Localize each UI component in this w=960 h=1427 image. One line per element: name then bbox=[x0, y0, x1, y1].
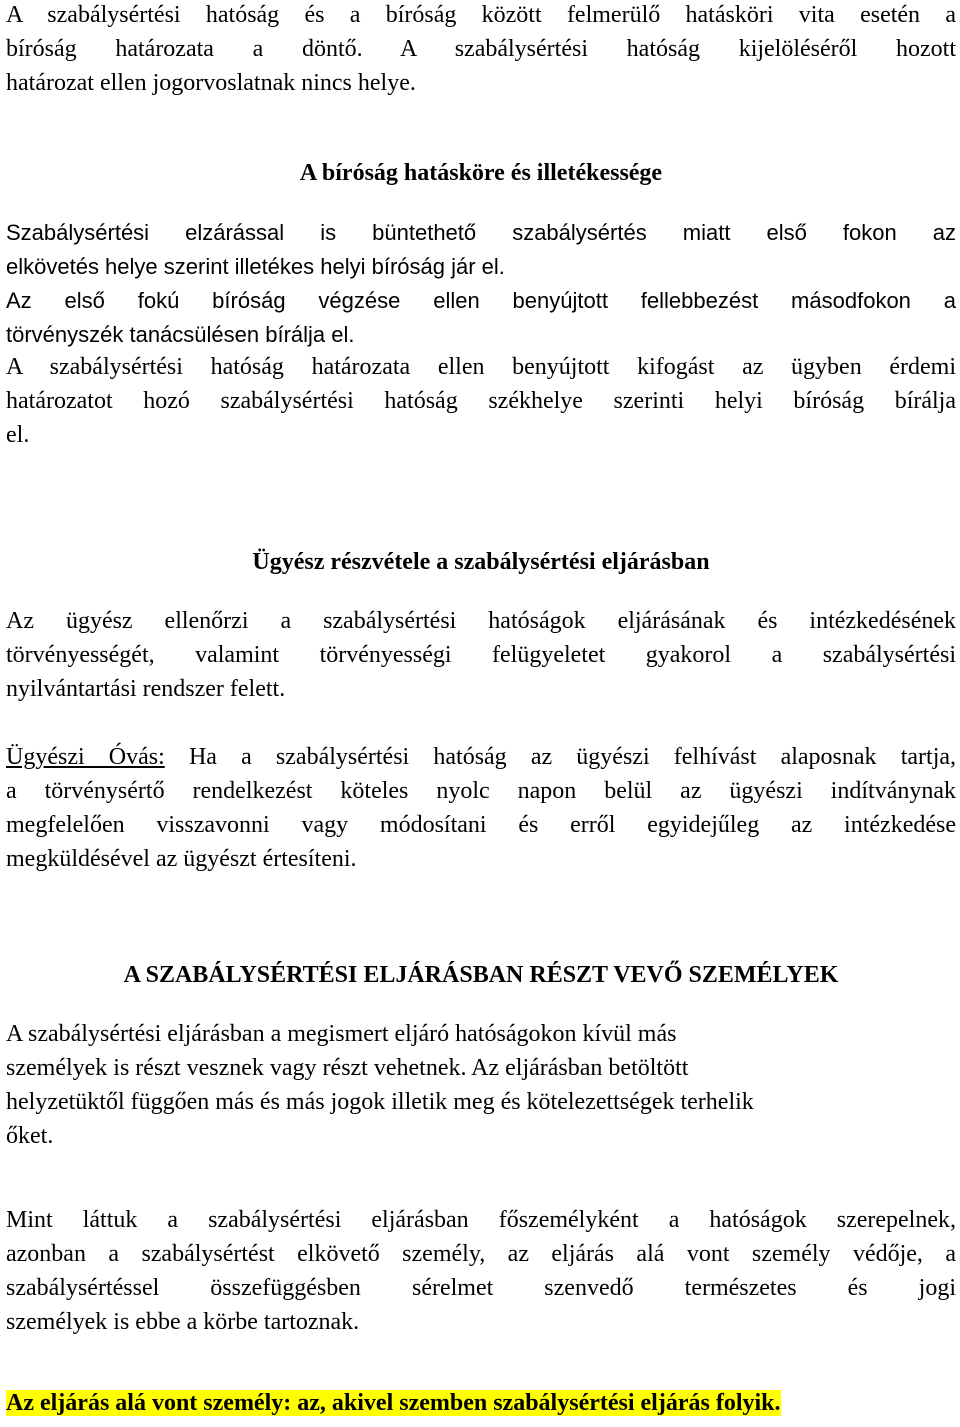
court-paragraph-3 bbox=[6, 350, 956, 452]
court-p1-line: Szabálysértési elzárással is büntethető szabálysértés miatt első fokon az bbox=[6, 220, 956, 245]
intro-line: A szabálysértési hatóság és a bíróság között felmerülő hatásköri vita esetén a bbox=[6, 2, 956, 28]
prosecutor-p1-line: törvényességét, valamint törvényességi felügyeletet gyakorol a szabálysértési bbox=[6, 642, 956, 668]
prosecutor-section bbox=[6, 545, 956, 579]
definition-block bbox=[6, 1386, 956, 1420]
participants-p2-line: személyek is ebbe a körbe tartoznak. bbox=[6, 1309, 360, 1335]
participants-p1-line: őket. bbox=[6, 1123, 54, 1149]
court-p1-line: elkövetés helye szerint illetékes helyi bíróság jár el. bbox=[6, 254, 505, 279]
definition-highlight: Az eljárás alá vont személy: az, akivel szemben szabálysértési eljárás folyik. bbox=[6, 1390, 781, 1416]
participants-p2-line: azonban a szabálysértést elkövető személy, az eljárás alá vont személy védője, a bbox=[6, 1241, 956, 1267]
court-section bbox=[6, 156, 956, 190]
intro-line: határozat ellen jogorvoslatnak nincs helye. bbox=[6, 70, 416, 96]
participants-paragraph-2 bbox=[6, 1203, 956, 1339]
participants-heading: A SZABÁLYSÉRTÉSI ELJÁRÁSBAN RÉSZT VEVŐ SZEMÉLYEK bbox=[123, 962, 839, 988]
prosecutor-heading: Ügyész részvétele a szabálysértési eljárásban bbox=[252, 549, 710, 575]
intro-line: bíróság határozata a döntő. A szabálysértési hatóság kijelöléséről hozott bbox=[6, 36, 956, 62]
participants-p1-line: A szabálysértési eljárásban a megismert eljáró hatóságokon kívül más bbox=[6, 1021, 677, 1047]
participants-section bbox=[6, 958, 956, 992]
intro-paragraph bbox=[6, 0, 956, 100]
court-paragraphs bbox=[6, 216, 956, 352]
protest-paragraph bbox=[6, 740, 956, 876]
prosecutor-p1-line: nyilvántartási rendszer felett. bbox=[6, 676, 286, 702]
participants-p2-line: szabálysértéssel összefüggésben sérelmet szenvedő természetes és jogi bbox=[6, 1275, 956, 1301]
protest-line: megküldésével az ügyészt értesíteni. bbox=[6, 846, 357, 872]
protest-line-1 bbox=[6, 740, 956, 774]
court-p3-line: el. bbox=[6, 422, 30, 448]
court-p3-line: határozatot hozó szabálysértési hatóság székhelye szerinti helyi bíróság bírálja bbox=[6, 388, 956, 414]
protest-label: Ügyészi Óvás: bbox=[6, 744, 165, 770]
court-p3-line: A szabálysértési hatóság határozata ellen benyújtott kifogást az ügyben érdemi bbox=[6, 354, 956, 380]
participants-p2-line: Mint láttuk a szabálysértési eljárásban főszemélyként a hatóságok szerepelnek, bbox=[6, 1207, 956, 1233]
protest-line: megfelelően visszavonni vagy módosítani és erről egyidejűleg az intézkedése bbox=[6, 812, 956, 838]
protest-line: a törvénysértő rendelkezést köteles nyolc napon belül az ügyészi indítványnak bbox=[6, 778, 956, 804]
protest-text: Ha a szabálysértési hatóság az ügyészi felhívást alaposnak tartja, bbox=[164, 744, 957, 770]
prosecutor-p1-line: Az ügyész ellenőrzi a szabálysértési hatóságok eljárásának és intézkedésének bbox=[6, 608, 956, 634]
participants-p1-line: személyek is részt vesznek vagy részt vehetnek. Az eljárásban betöltött bbox=[6, 1055, 689, 1081]
court-heading: A bíróság hatásköre és illetékessége bbox=[299, 160, 663, 186]
prosecutor-paragraph bbox=[6, 604, 956, 706]
participants-paragraph-1 bbox=[6, 1017, 956, 1153]
court-p2-line: törvényszék tanácsülésen bírálja el. bbox=[6, 322, 355, 347]
court-p2-line: Az első fokú bíróság végzése ellen benyújtott fellebbezést másodfokon a bbox=[6, 288, 956, 313]
participants-p1-line: helyzetüktől függően más és más jogok illetik meg és kötelezettségek terhelik bbox=[6, 1089, 754, 1115]
